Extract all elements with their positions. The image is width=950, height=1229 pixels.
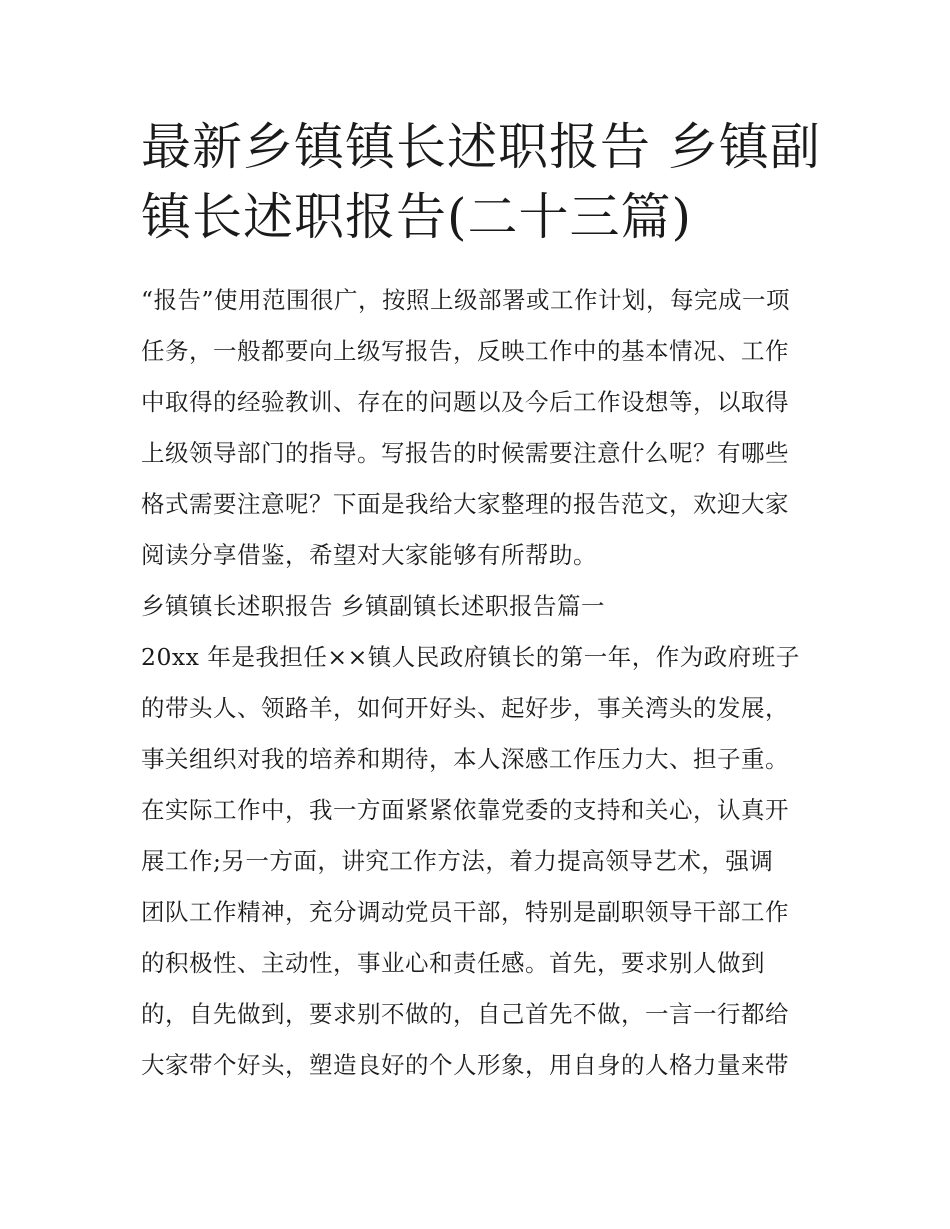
- body-paragraph-line: 团队工作精神，充分调动党员干部，特别是副职领导干部工作: [141, 898, 789, 926]
- intro-paragraph-line: 中取得的经验教训、存在的问题以及今后工作设想等，以取得: [141, 388, 789, 416]
- intro-paragraph-line: 格式需要注意呢？下面是我给大家整理的报告范文，欢迎大家: [141, 490, 789, 518]
- body-paragraph-line: 的积极性、主动性，事业心和责任感。首先，要求别人做到: [141, 949, 765, 977]
- intro-paragraph-line: “报告”使用范围很广，按照上级部署或工作计划，每完成一项: [141, 286, 791, 314]
- intro-paragraph-line: 阅读分享借鉴，希望对大家能够有所帮助。: [141, 541, 597, 569]
- body-paragraph-line: 的带头人、领路羊，如何开好头、起好步，事关湾头的发展，: [141, 694, 789, 722]
- body-paragraph-line: 的，自先做到，要求别不做的，自己首先不做，一言一行都给: [141, 1000, 789, 1028]
- intro-paragraph-line: 上级领导部门的指导。写报告的时候需要注意什么呢？有哪些: [141, 439, 789, 467]
- intro-paragraph-line: 任务，一般都要向上级写报告，反映工作中的基本情况、工作: [141, 337, 789, 365]
- body-paragraph-line: 事关组织对我的培养和期待，本人深感工作压力大、担子重。: [141, 745, 789, 773]
- body-paragraph-line: 20xx 年是我担任××镇人民政府镇长的第一年，作为政府班子: [141, 643, 800, 671]
- title-line: 镇长述职报告(二十三篇): [141, 188, 693, 246]
- body-paragraph-line: 大家带个好头，塑造良好的个人形象，用自身的人格力量来带: [141, 1051, 789, 1079]
- document-title: [141, 112, 831, 252]
- section-heading: 乡镇镇长述职报告 乡镇副镇长述职报告篇一: [141, 592, 605, 620]
- body-paragraph-line: 展工作;另一方面，讲究工作方法，着力提高领导艺术，强调: [141, 847, 774, 875]
- title-line: 最新乡镇镇长述职报告 乡镇副: [141, 118, 821, 176]
- body-paragraph-line: 在实际工作中，我一方面紧紧依靠党委的支持和关心，认真开: [141, 796, 789, 824]
